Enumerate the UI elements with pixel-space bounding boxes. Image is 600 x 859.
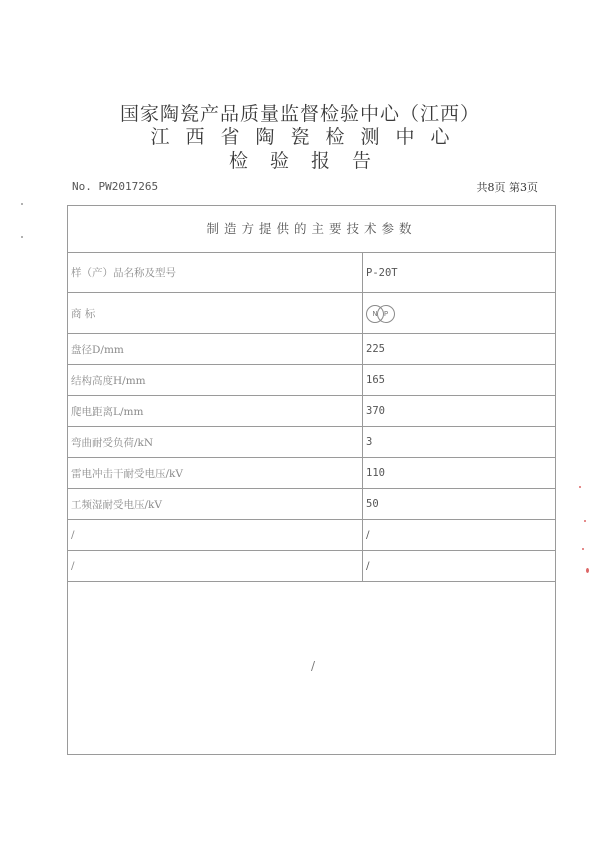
param-value: 225 [366, 343, 385, 355]
table-row [68, 293, 555, 334]
report-title: 检验报告 [228, 150, 393, 172]
table-row [68, 253, 555, 293]
trademark-logo [366, 303, 398, 323]
param-label: 样（产）品名称及型号 [68, 253, 363, 292]
table-row [68, 458, 555, 489]
param-label: 雷电冲击干耐受电压/kV [68, 458, 363, 488]
table-row [68, 396, 555, 427]
param-value: 3 [366, 436, 373, 448]
table-row [68, 427, 555, 458]
table-row [68, 551, 555, 582]
table-row [68, 489, 555, 520]
institution-title: 国家陶瓷产品质量监督检验中心（江西） [119, 103, 480, 125]
param-label: / [68, 551, 363, 581]
stamp-fragment [579, 486, 581, 488]
param-label: 工频湿耐受电压/kV [68, 489, 363, 519]
param-label: / [68, 520, 363, 550]
param-value: / [366, 560, 370, 572]
scan-artifact [21, 203, 23, 205]
param-value: 370 [366, 405, 385, 417]
stamp-fragment [582, 548, 584, 550]
param-value: 165 [366, 374, 385, 386]
param-label: 弯曲耐受负荷/kN [68, 427, 363, 457]
stamp-fragment [584, 520, 586, 522]
param-label: 盘径D/mm [68, 334, 363, 364]
logo-letter-n: N [366, 305, 384, 323]
param-label: 结构高度H/mm [68, 365, 363, 395]
param-value: P-20T [366, 266, 398, 279]
param-value: 110 [366, 467, 385, 479]
table-row [68, 334, 555, 365]
param-label: 爬电距离L/mm [68, 396, 363, 426]
logo-letter-p: P [377, 305, 395, 323]
param-value: / [366, 529, 370, 541]
report-number: No. PW2017265 [72, 180, 159, 193]
page-indicator: 共8页 第3页 [476, 181, 538, 194]
scan-artifact [21, 236, 23, 238]
table-row [68, 365, 555, 396]
param-label: 商 标 [68, 293, 363, 333]
param-value [366, 293, 555, 333]
blank-area-slash: / [311, 659, 316, 673]
table-row [68, 520, 555, 551]
table-title: 制造方提供的主要技术参数 [68, 206, 555, 253]
param-value: 50 [366, 498, 379, 510]
stamp-fragment [586, 568, 589, 573]
center-title: 江西省陶瓷检测中心 [150, 126, 466, 148]
